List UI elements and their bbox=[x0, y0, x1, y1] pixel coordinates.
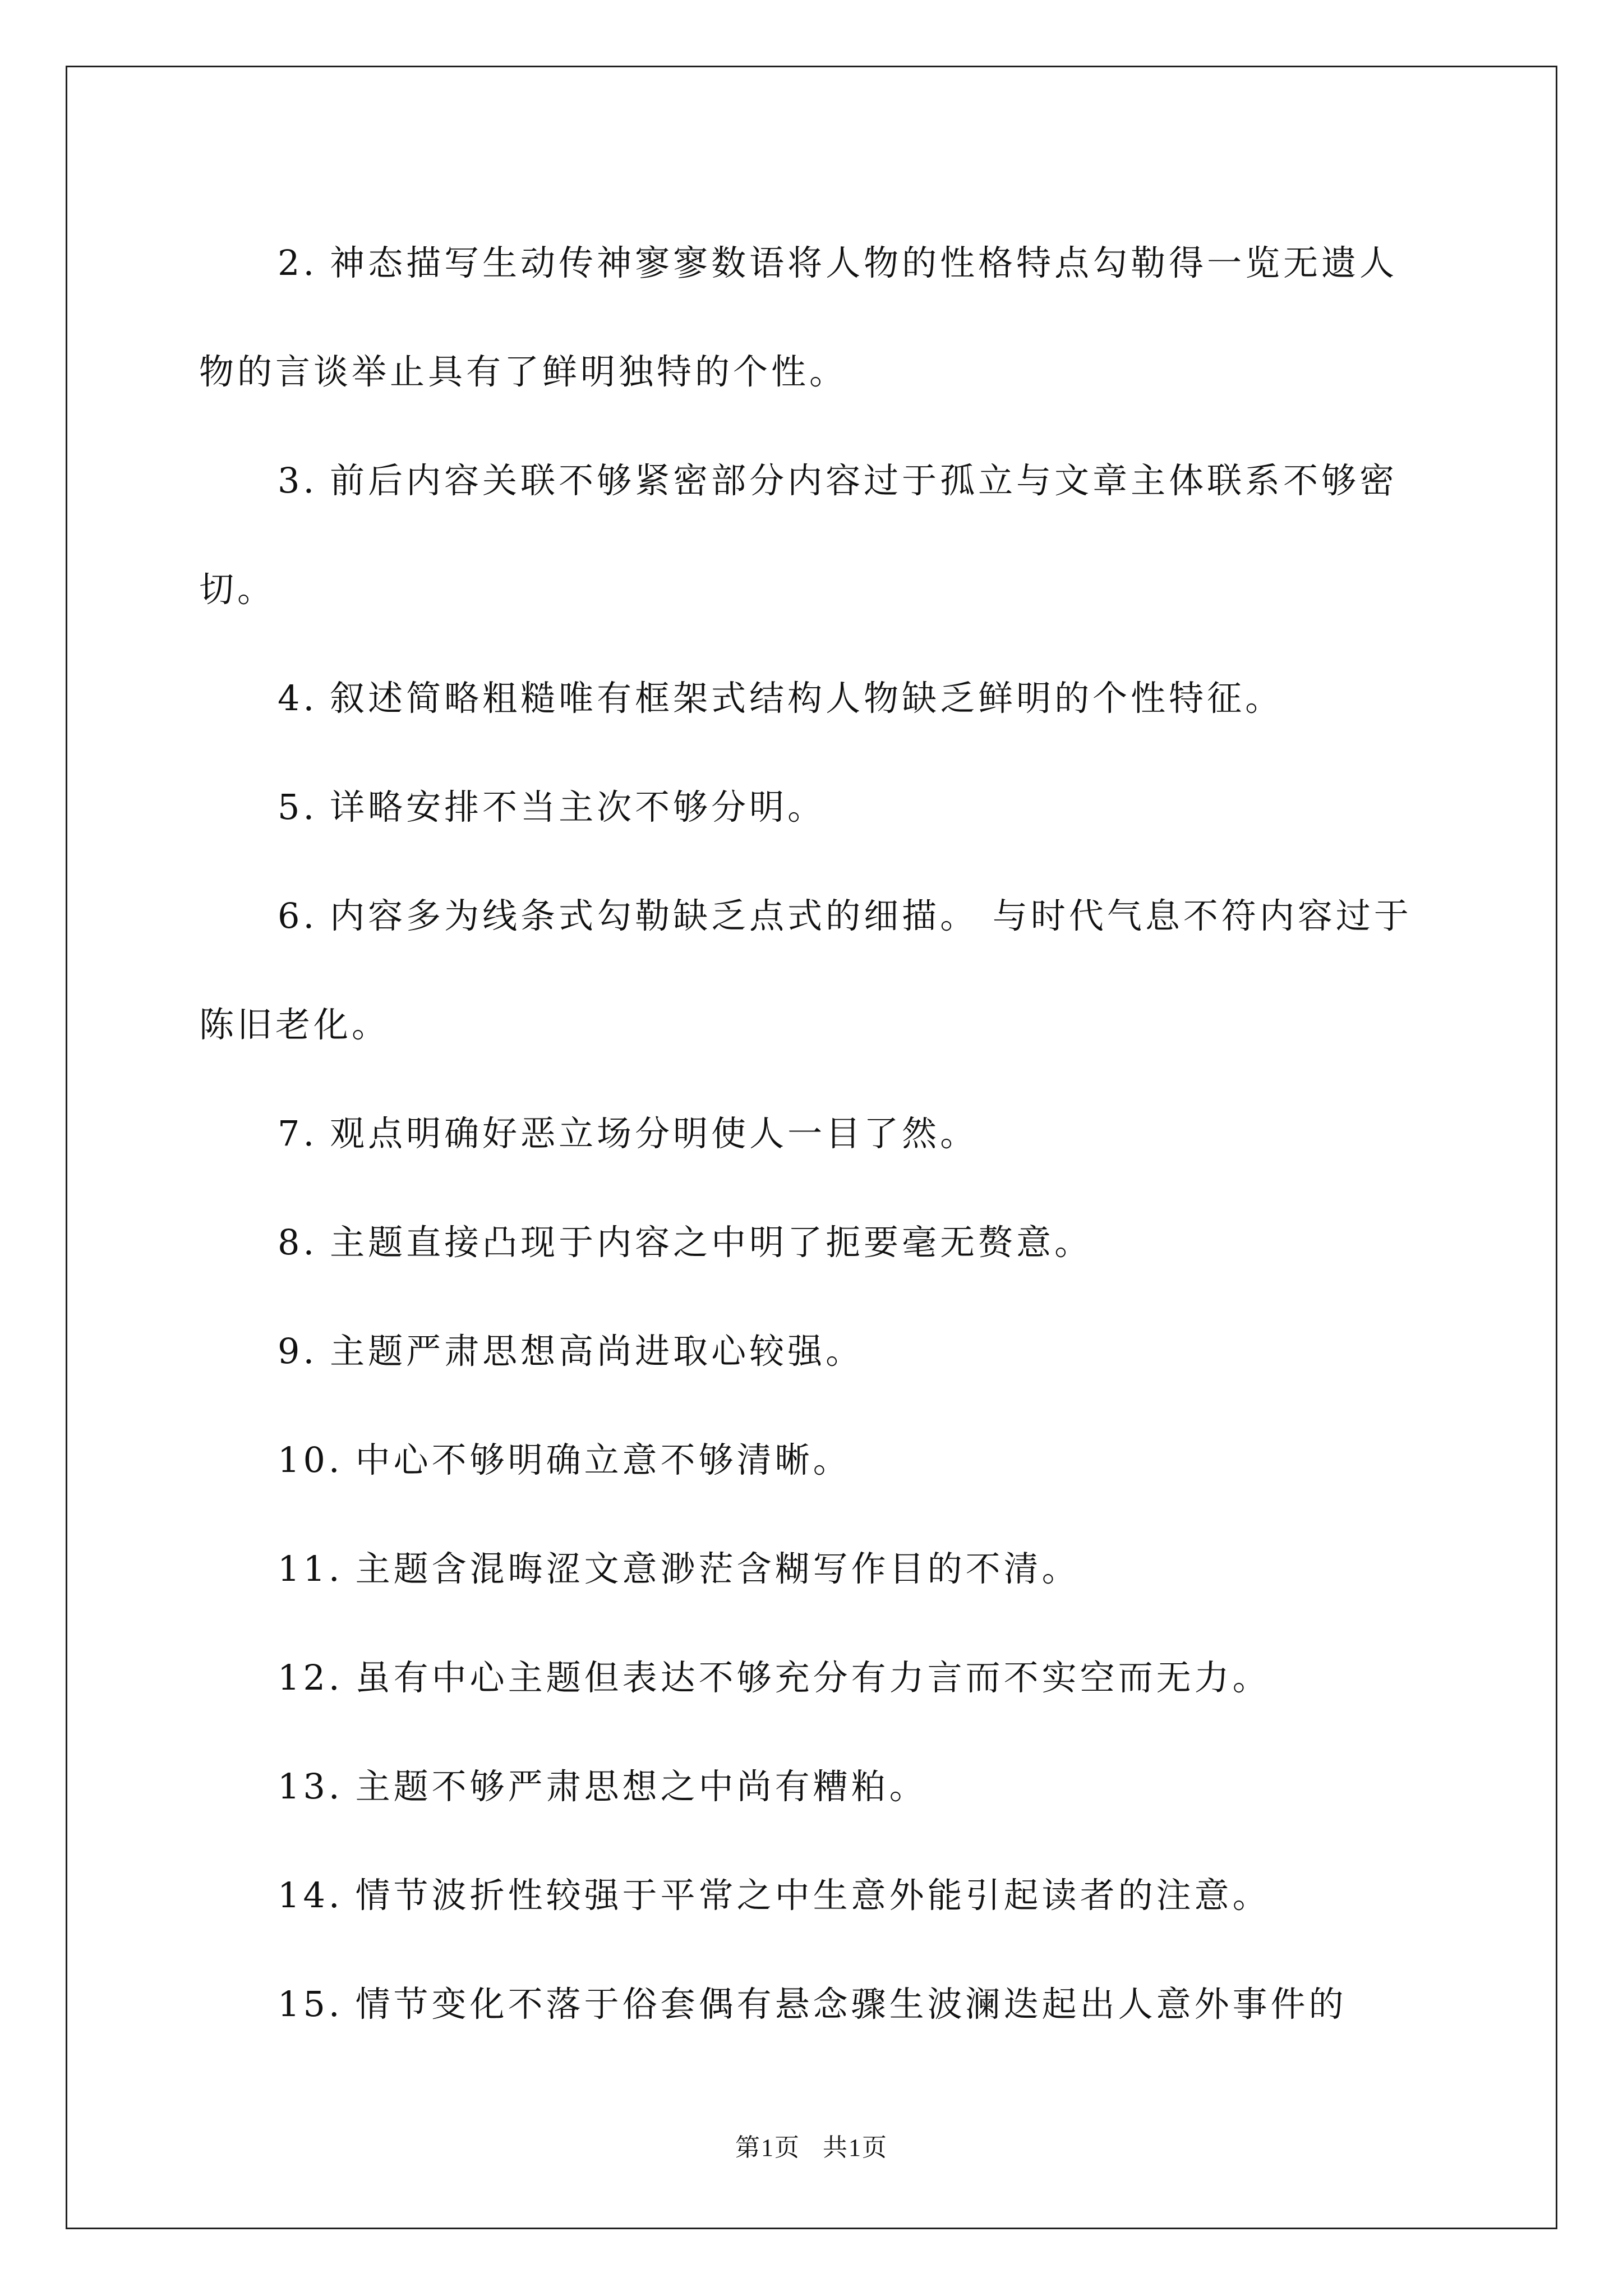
item-text: 叙述简略粗糙唯有框架式结构人物缺乏鲜明的个性特征。 bbox=[330, 678, 1284, 719]
item-text: 主题含混晦涩文意渺茫含糊写作目的不清。 bbox=[355, 1548, 1080, 1589]
paragraph-8 bbox=[199, 1188, 1427, 1297]
item-number: 2. bbox=[278, 242, 318, 283]
item-text: 前后内容关联不够紧密部分内容过于孤立与文章主体联系不够密切。 bbox=[199, 460, 1398, 610]
item-text: 虽有中心主题但表达不够充分有力言而不实空而无力。 bbox=[355, 1657, 1271, 1698]
item-number: 3. bbox=[278, 460, 318, 501]
paragraph-13 bbox=[199, 1732, 1427, 1841]
item-number: 13. bbox=[278, 1766, 343, 1807]
item-text: 神态描写生动传神寥寥数语将人物的性格特点勾勒得一览无遗人物的言谈举止具有了鲜明独特的个性。 bbox=[199, 242, 1398, 392]
page-total: 共1页 bbox=[823, 2134, 888, 2161]
item-number: 7. bbox=[278, 1113, 318, 1154]
item-number: 6. bbox=[278, 895, 318, 936]
item-text: 主题直接凸现于内容之中明了扼要毫无赘意。 bbox=[330, 1222, 1093, 1263]
paragraph-10 bbox=[199, 1406, 1427, 1515]
item-number: 15. bbox=[278, 1984, 343, 2024]
item-text: 情节变化不落于俗套偶有悬念骤生波澜迭起出人意外事件的 bbox=[355, 1984, 1347, 2024]
paragraph-6 bbox=[199, 862, 1427, 1079]
item-text: 主题不够严肃思想之中尚有糟粕。 bbox=[355, 1766, 928, 1807]
paragraph-15 bbox=[199, 1950, 1427, 2059]
item-number: 12. bbox=[278, 1657, 343, 1698]
paragraph-9 bbox=[199, 1297, 1427, 1406]
item-text: 内容多为线条式勾勒缺乏点式的细描。 与时代气息不符内容过于陈旧老化。 bbox=[199, 895, 1412, 1045]
paragraph-2 bbox=[199, 209, 1427, 426]
item-number: 14. bbox=[278, 1875, 343, 1916]
paragraph-14 bbox=[199, 1841, 1427, 1950]
page-number: 第1页 bbox=[735, 2134, 800, 2161]
paragraph-5 bbox=[199, 753, 1427, 862]
page-footer bbox=[0, 2127, 1623, 2163]
item-text: 情节波折性较强于平常之中生意外能引起读者的注意。 bbox=[355, 1875, 1271, 1916]
item-text: 中心不够明确立意不够清晰。 bbox=[355, 1439, 851, 1480]
item-number: 11. bbox=[278, 1548, 343, 1589]
item-number: 8. bbox=[278, 1222, 318, 1263]
document-body bbox=[199, 209, 1427, 2059]
item-text: 主题严肃思想高尚进取心较强。 bbox=[330, 1331, 864, 1372]
item-number: 4. bbox=[278, 678, 318, 719]
paragraph-7 bbox=[199, 1079, 1427, 1188]
paragraph-4 bbox=[199, 644, 1427, 753]
paragraph-12 bbox=[199, 1623, 1427, 1732]
item-text: 观点明确好恶立场分明使人一目了然。 bbox=[330, 1113, 979, 1154]
item-number: 9. bbox=[278, 1331, 318, 1372]
paragraph-3 bbox=[199, 426, 1427, 644]
item-text: 详略安排不当主次不够分明。 bbox=[330, 786, 826, 827]
paragraph-11 bbox=[199, 1515, 1427, 1623]
item-number: 5. bbox=[278, 786, 318, 827]
item-number: 10. bbox=[278, 1439, 343, 1480]
